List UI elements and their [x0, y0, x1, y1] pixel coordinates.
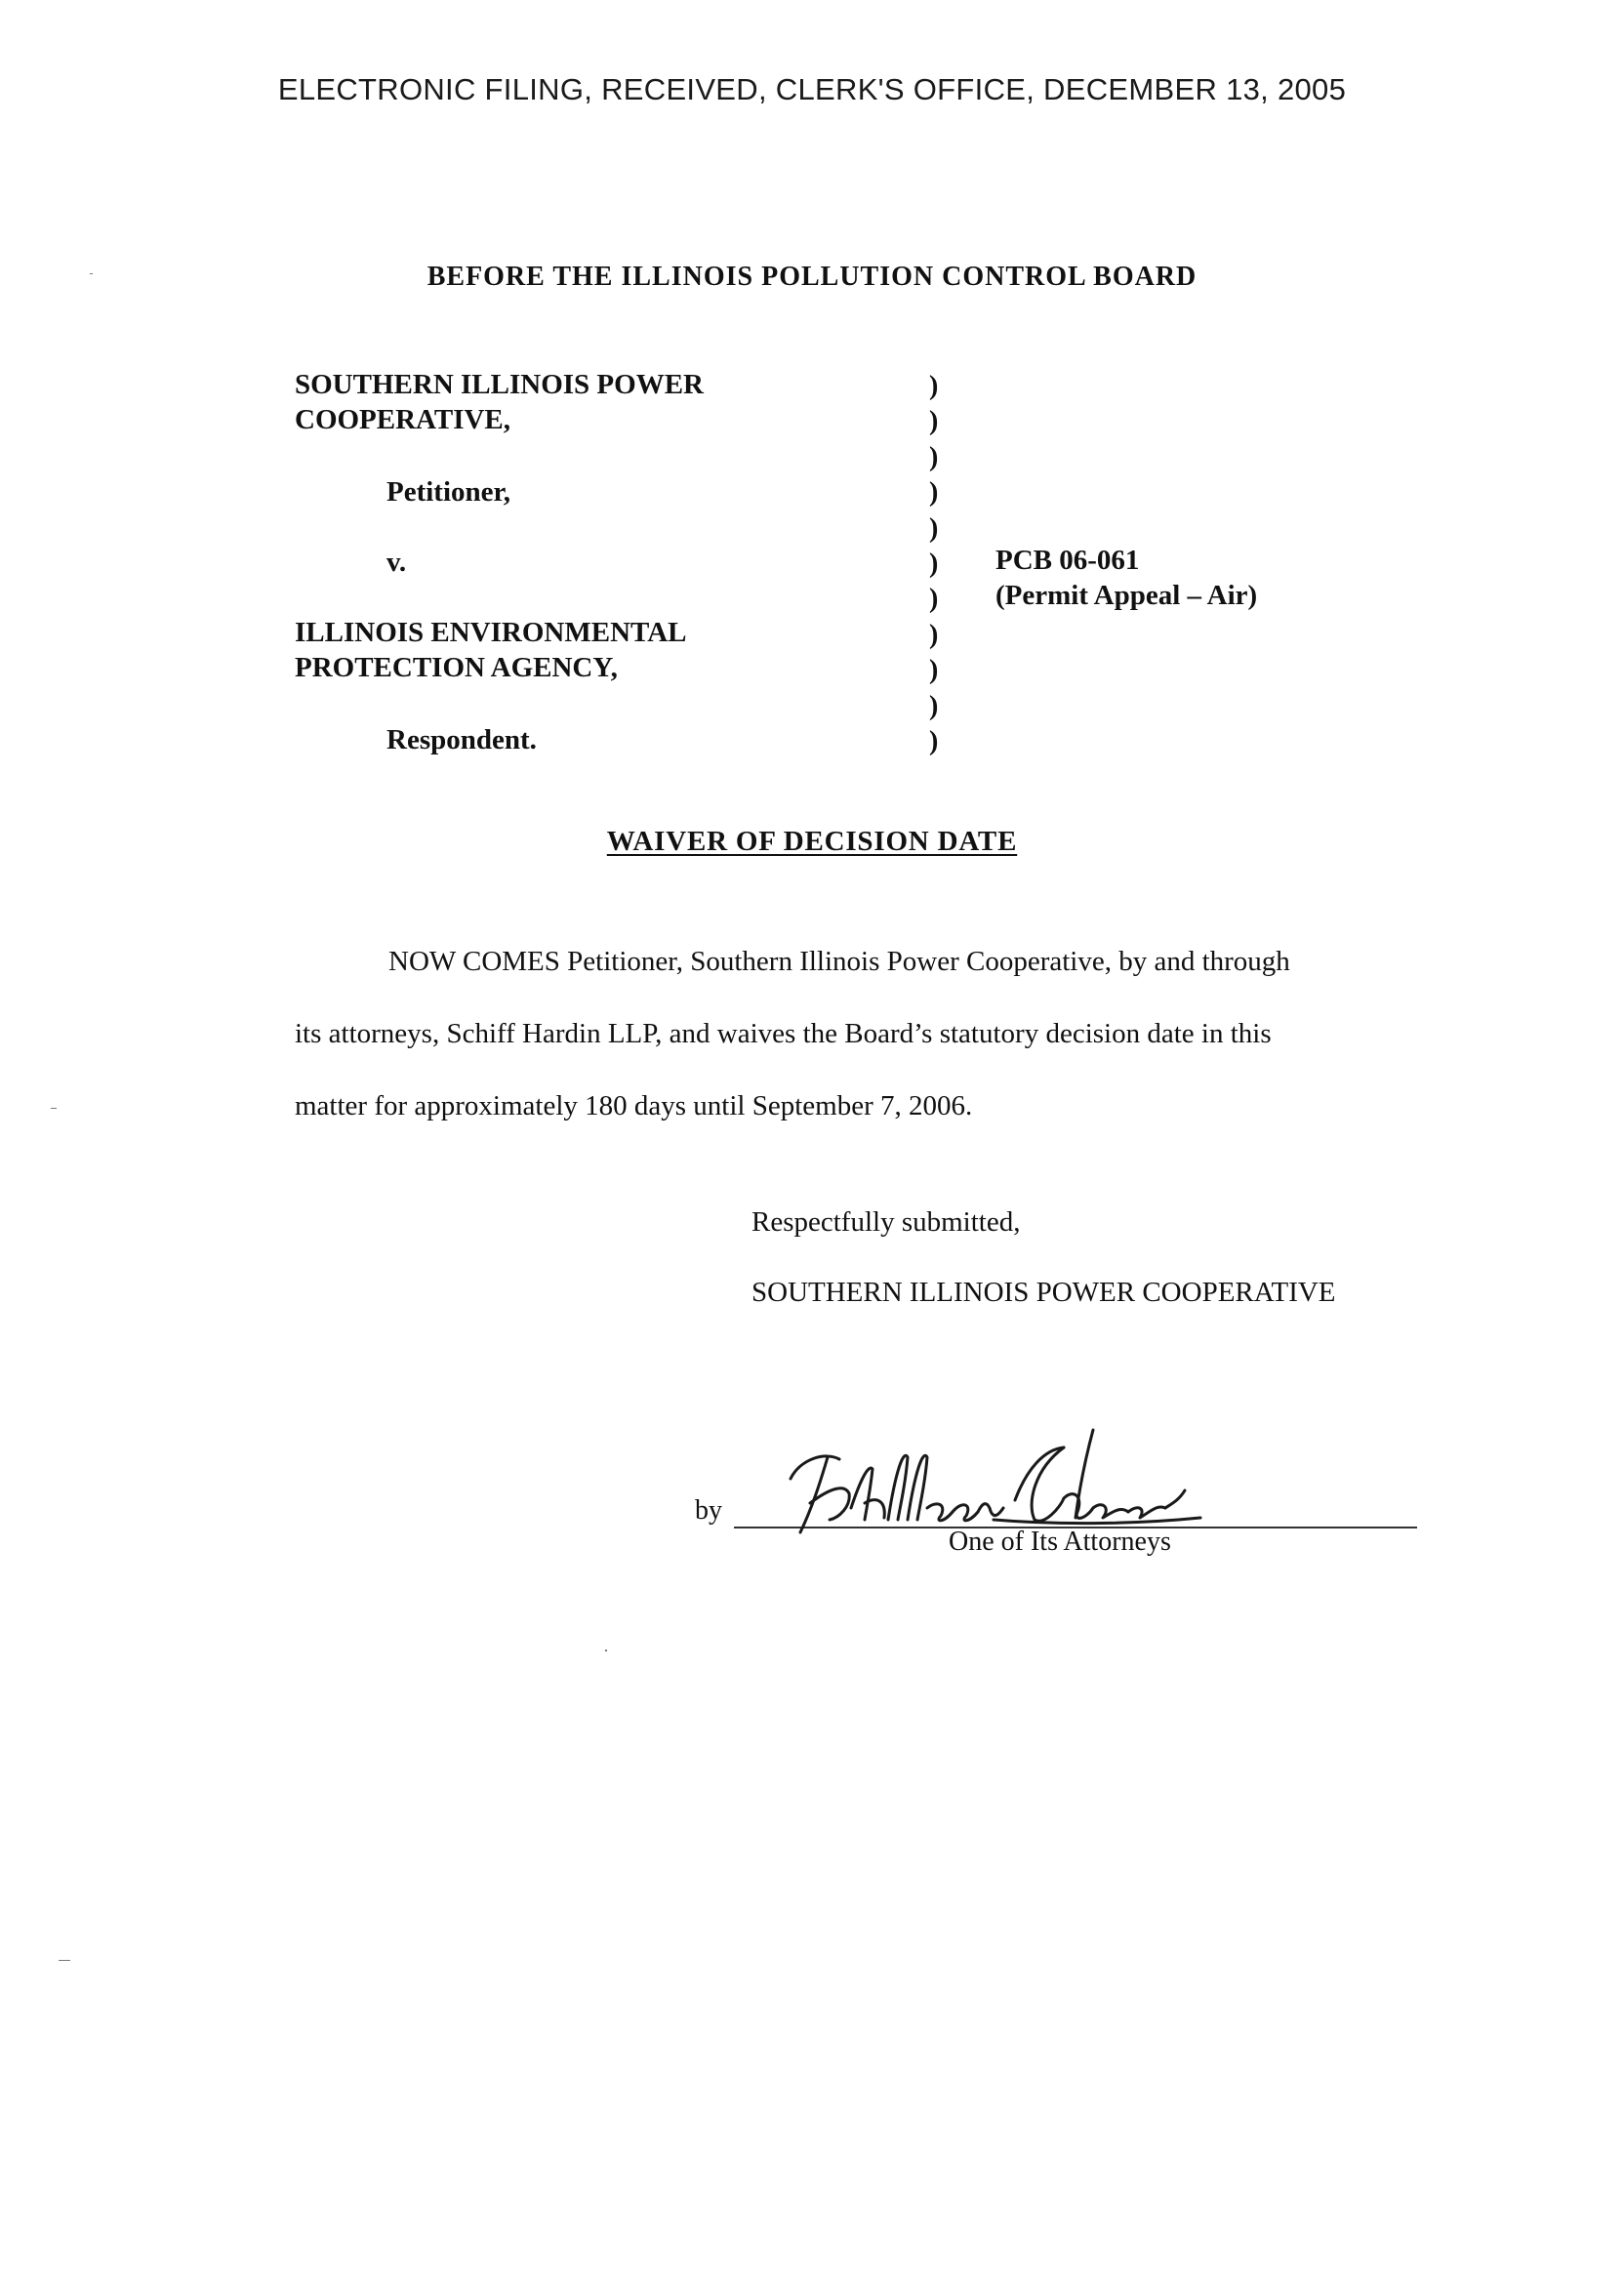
respondent-name-line2: PROTECTION AGENCY, [295, 652, 618, 683]
board-title: BEFORE THE ILLINOIS POLLUTION CONTROL BOARD [426, 262, 1198, 292]
body-paragraph [295, 925, 1388, 1142]
respondent-name-line1: ILLINOIS ENVIRONMENTAL [295, 617, 687, 648]
case-type: (Permit Appeal – Air) [995, 580, 1258, 611]
scan-speck [90, 273, 93, 274]
caption-paren: ) [929, 406, 939, 437]
case-block [995, 543, 1257, 613]
filing-stamp: ELECTRONIC FILING, RECEIVED, CLERK'S OFFICE, DECEMBER 13, 2005 [277, 72, 1347, 106]
petitioner-name-line1: SOUTHERN ILLINOIS POWER [295, 369, 704, 400]
scan-speck [605, 1650, 607, 1651]
caption-paren: ) [929, 548, 939, 579]
closing-party: SOUTHERN ILLINOIS POWER COOPERATIVE [751, 1277, 1336, 1308]
body-line: NOW COMES Petitioner, Southern Illinois Power Cooperative, by and through [388, 946, 1290, 977]
caption-paren: ) [929, 619, 939, 650]
document-title-wrap [0, 826, 1624, 858]
versus: v. [386, 547, 407, 578]
signature-by-label: by [695, 1495, 722, 1526]
respondent-role: Respondent. [386, 724, 537, 755]
body-line: its attorneys, Schiff Hardin LLP, and waives the Board’s statutory decision date in this [295, 1018, 1272, 1049]
body-line: matter for approximately 180 days until September 7, 2006. [295, 1090, 973, 1121]
scan-speck [51, 1108, 57, 1109]
scan-speck [59, 1960, 70, 1961]
caption-paren: ) [929, 655, 939, 686]
caption-paren: ) [929, 477, 939, 509]
caption-paren: ) [929, 690, 939, 721]
caption-paren: ) [929, 584, 939, 615]
caption-paren: ) [929, 441, 939, 472]
case-number: PCB 06-061 [995, 545, 1140, 576]
closing-salutation: Respectfully submitted, [751, 1206, 1021, 1238]
signature-caption: One of Its Attorneys [949, 1527, 1171, 1557]
caption-paren: ) [929, 725, 939, 756]
caption-paren: ) [929, 371, 939, 401]
caption-paren-column [929, 369, 938, 759]
petitioner-role: Petitioner, [386, 476, 510, 508]
document-title: WAIVER OF DECISION DATE [606, 826, 1018, 857]
petitioner-name-line2: COOPERATIVE, [295, 404, 511, 435]
caption-paren: ) [929, 512, 939, 544]
